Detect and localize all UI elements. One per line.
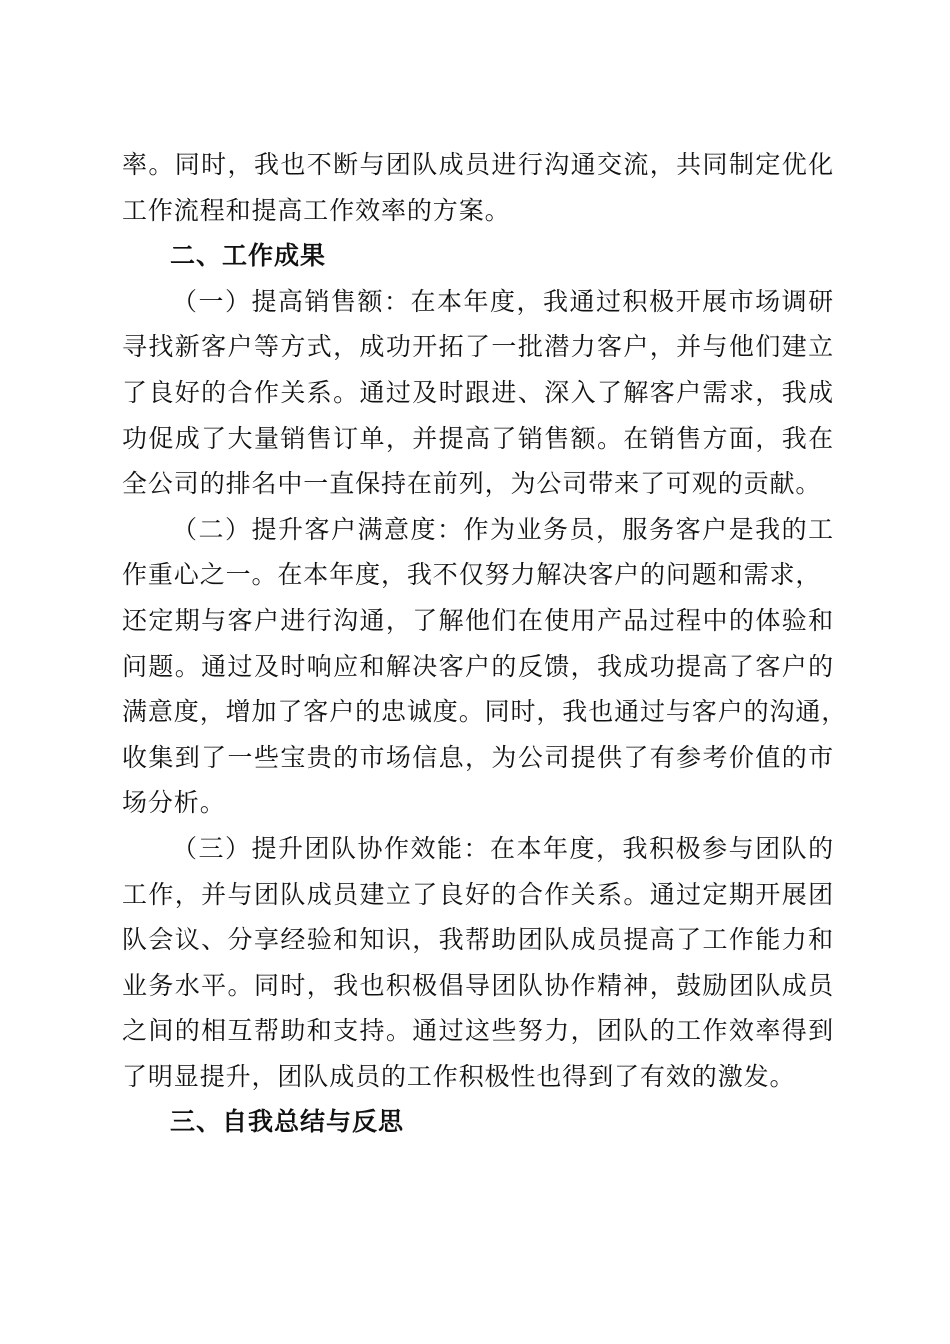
text-line: （一）提高销售额：在本年度，我通过积极开展市场调研 [172, 286, 834, 316]
text-line: 问题。通过及时响应和解决客户的反馈，我成功提高了客户的 [122, 651, 834, 681]
text-line: 工作，并与团队成员建立了良好的合作关系。通过定期开展团 [122, 879, 834, 909]
text-line: 全公司的排名中一直保持在前列，为公司带来了可观的贡献。 [122, 469, 822, 499]
text-line: 队会议、分享经验和知识，我帮助团队成员提高了工作能力和 [122, 925, 834, 955]
text-line: 作重心之一。在本年度，我不仅努力解决客户的问题和需求， [122, 560, 822, 590]
text-line: 场分析。 [122, 788, 226, 818]
section-heading: 三、自我总结与反思 [170, 1107, 405, 1137]
text-line: 了明显提升，团队成员的工作积极性也得到了有效的激发。 [122, 1061, 796, 1091]
text-line: （二）提升客户满意度：作为业务员，服务客户是我的工 [172, 514, 834, 544]
text-line: 还定期与客户进行沟通，了解他们在使用产品过程中的体验和 [122, 605, 834, 635]
document-body [122, 142, 848, 1145]
text-line: 业务水平。同时，我也积极倡导团队协作精神，鼓励团队成员 [122, 970, 834, 1000]
text-line: 率。同时，我也不断与团队成员进行沟通交流，共同制定优化 [122, 150, 834, 179]
text-line: （三）提升团队协作效能：在本年度，我积极参与团队的 [172, 833, 834, 863]
text-line: 了良好的合作关系。通过及时跟进、深入了解客户需求，我成 [122, 377, 834, 407]
text-line: 满意度，增加了客户的忠诚度。同时，我也通过与客户的沟通， [122, 697, 848, 727]
paragraph-intro-continuation [122, 142, 834, 233]
text-line: 功促成了大量销售订单，并提高了销售额。在销售方面，我在 [122, 423, 834, 453]
text-line: 寻找新客户等方式，成功开拓了一批潜力客户，并与他们建立 [122, 332, 834, 362]
paragraph-achievement-1 [122, 279, 834, 507]
section-heading: 二、工作成果 [170, 241, 327, 271]
paragraph-achievement-2 [122, 507, 848, 826]
paragraph-achievement-3 [122, 826, 834, 1100]
text-line: 之间的相互帮助和支持。通过这些努力，团队的工作效率得到 [122, 1016, 834, 1046]
text-line: 收集到了一些宝贵的市场信息，为公司提供了有参考价值的市 [122, 742, 834, 772]
text-line: 工作流程和提高工作效率的方案。 [122, 195, 511, 225]
